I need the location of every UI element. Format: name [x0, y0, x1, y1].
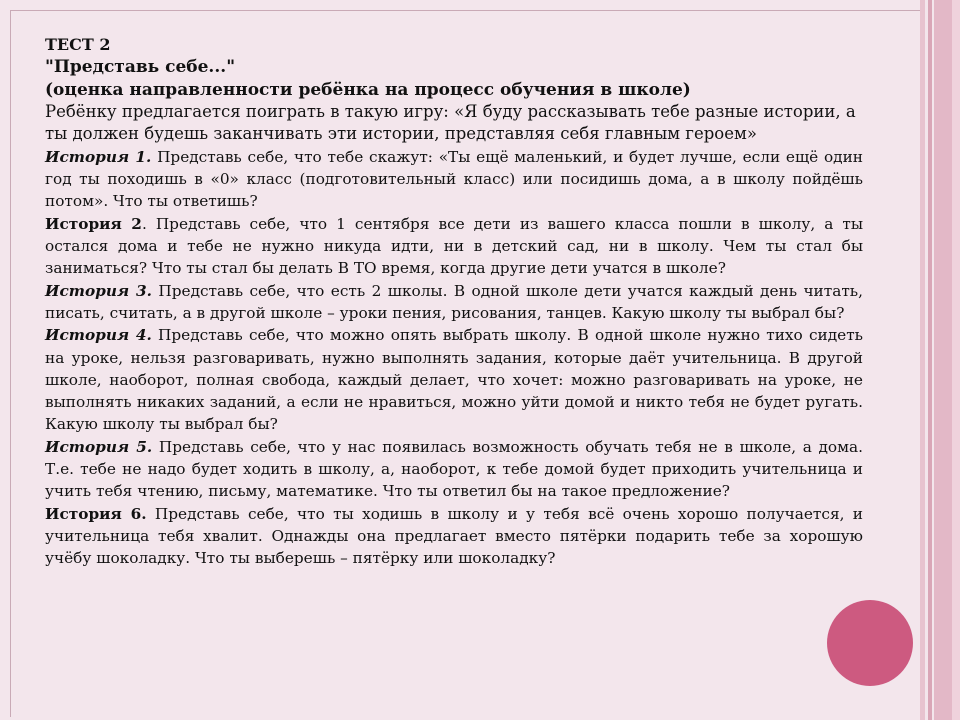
- story-2: [45, 213, 863, 280]
- test-intro: Ребёнку предлагается поиграть в такую игру: «Я буду рассказывать тебе разные истории, а ты должен будешь заканчивать эти истории, представляя себя главным героем»: [45, 101, 856, 144]
- story-title: История 1.: [45, 147, 152, 166]
- story-text: Представь себе, что есть 2 школы. В одной школе дети учатся каждый день читать, писать, считать, а в другой школе – уроки пения, рисования, танцев. Какую школу ты выбрал бы?: [45, 281, 863, 322]
- story-title: История 5.: [45, 437, 153, 456]
- story-text: Представь себе, что ты ходишь в школу и у тебя всё очень хорошо получается, и учительница тебя хвалит. Однажды она предлагает вместо пятёрки подарить тебе за хорошую учёбу шоколадку. Что ты выберешь – пятёрку или шоколадку?: [45, 504, 864, 568]
- slide-content: [45, 34, 863, 570]
- story-title: История 2: [45, 214, 142, 233]
- story-text: Представь себе, что у нас появилась возможность обучать тебя не в школе, а дома. Т.е. тебе не надо будет ходить в школу, а, наоборот, к тебе домой будет приходить учительница и учить тебя чтению, письму, математике. Что ты ответил бы на такое предложение?: [45, 437, 863, 501]
- decorative-stripe: [920, 0, 925, 720]
- story-6: [45, 503, 863, 570]
- story-3: [45, 280, 863, 325]
- test-description: (оценка направленности ребёнка на процесс обучения в школе): [45, 79, 691, 100]
- story-title: История 3.: [45, 281, 152, 300]
- decorative-stripe: [928, 0, 932, 720]
- decorative-stripe: [952, 0, 960, 720]
- test-subtitle: "Представь себе...": [45, 57, 236, 78]
- story-text: Представь себе, что тебе скажут: «Ты ещё маленький, и будет лучше, если ещё один год ты походишь в «0» класс (подготовительный класс) или посидишь дома, а в школу пойдёшь потом». Что ты ответишь?: [45, 147, 863, 211]
- story-5: [45, 436, 863, 503]
- story-title: История 4.: [45, 326, 152, 345]
- story-text: . Представь себе, что 1 сентября все дети из вашего класса пошли в школу, а ты остался дома и тебе не нужно никуда идти, ни в детский сад, ни в школу. Чем ты стал бы заниматься? Что ты стал бы делать В ТО время, когда другие дети учатся в школе?: [45, 214, 863, 278]
- test-title: ТЕСТ 2: [45, 35, 111, 54]
- story-title: История 6.: [45, 504, 147, 523]
- story-1: [45, 146, 863, 213]
- decorative-stripe: [934, 0, 952, 720]
- story-text: Представь себе, что можно опять выбрать школу. В одной школе нужно тихо сидеть на уроке, нельзя разговаривать, нужно выполнять задания, которые даёт учительница. В другой школе, наоборот, полная свобода, каждый делает, что хочет: можно разговаривать на уроке, не выполнять никаких заданий, а если не нравиться, можно уйти домой и никто тебя не будет ругать. Какую школу ты выбрал бы?: [45, 326, 863, 434]
- story-4: [45, 324, 863, 435]
- decorative-circle: [827, 600, 913, 686]
